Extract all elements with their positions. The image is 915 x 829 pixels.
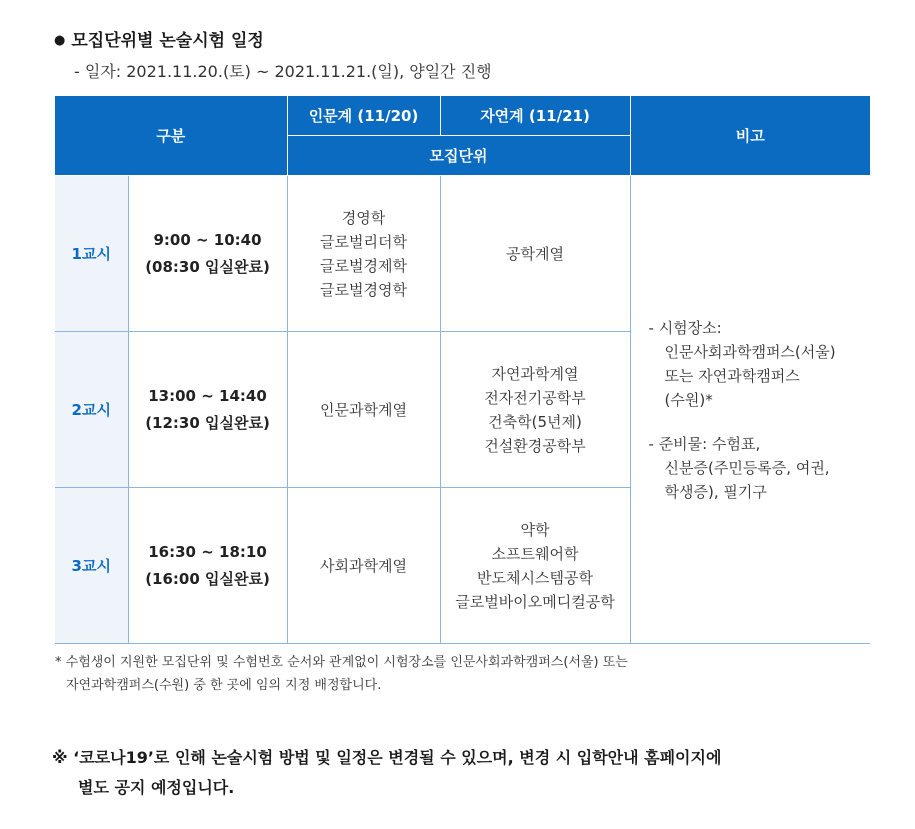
period-cell: 3교시 bbox=[55, 488, 128, 644]
unit-item: 반도체시스템공학 bbox=[477, 568, 593, 587]
header-category: 구분 bbox=[55, 96, 287, 176]
venue-label: - 시험장소: bbox=[648, 318, 722, 337]
time-cell bbox=[128, 332, 287, 488]
unit-item: 약학 bbox=[520, 520, 550, 539]
unit-item: 글로벌경제학 bbox=[320, 256, 407, 275]
science-units bbox=[440, 488, 630, 644]
footnote-line: 자연과학캠퍼스(수원) 중 한 곳에 임의 지정 배정합니다. bbox=[66, 678, 382, 694]
table-row bbox=[55, 176, 870, 332]
bullet-icon: ● bbox=[54, 33, 66, 48]
unit-item: 사회과학계열 bbox=[320, 556, 407, 575]
exam-time: 13:00 ~ 14:40 bbox=[148, 387, 267, 406]
footnote-line: * 수험생이 지원한 모집단위 및 수험번호 순서와 관계없이 시험장소를 인문사회과학캠퍼스(서울) 또는 bbox=[55, 655, 628, 670]
unit-item: 소프트웨어학 bbox=[491, 544, 579, 563]
footnote bbox=[55, 651, 628, 698]
remarks-cell bbox=[630, 176, 870, 644]
header-unit: 모집단위 bbox=[287, 136, 630, 176]
notice-line: ※ ‘코로나19’로 인해 논술시험 방법 및 일정은 변경될 수 있으며, 변경 시 입학안내 홈페이지에 bbox=[52, 748, 722, 767]
period-cell: 1교시 bbox=[55, 176, 128, 332]
venue-note bbox=[649, 316, 871, 412]
humanities-units bbox=[287, 488, 440, 644]
header-remarks: 비고 bbox=[630, 96, 870, 176]
venue-line: 또는 자연과학캠퍼스 bbox=[664, 366, 800, 385]
covid-notice bbox=[52, 743, 721, 802]
humanities-units bbox=[287, 176, 440, 332]
items-line: 학생증), 필기구 bbox=[664, 482, 767, 501]
exam-time: 16:30 ~ 18:10 bbox=[148, 543, 267, 562]
section-title-text: 모집단위별 논술시험 일정 bbox=[71, 31, 264, 51]
unit-item: 공학계열 bbox=[506, 244, 564, 263]
checkin-time: (08:30 입실완료) bbox=[145, 257, 270, 276]
unit-item: 글로벌경영학 bbox=[320, 280, 407, 299]
checkin-time: (12:30 입실완료) bbox=[145, 413, 270, 432]
humanities-units bbox=[287, 332, 440, 488]
time-cell bbox=[128, 488, 287, 644]
schedule-table bbox=[55, 95, 870, 644]
table-header-row bbox=[55, 96, 870, 136]
science-units bbox=[440, 176, 630, 332]
time-cell bbox=[128, 176, 287, 332]
unit-item: 경영학 bbox=[341, 208, 386, 227]
period-cell: 2교시 bbox=[55, 332, 128, 488]
header-science: 자연계 (11/21) bbox=[440, 96, 630, 136]
unit-item: 글로벌리더학 bbox=[320, 232, 407, 251]
schedule-date: - 일자: 2021.11.20.(토) ~ 2021.11.21.(일), 양일간 진행 bbox=[74, 62, 492, 81]
notice-line: 별도 공지 예정입니다. bbox=[78, 777, 235, 797]
items-line: 신분증(주민등록증, 여권, bbox=[664, 458, 830, 477]
unit-item: 인문과학계열 bbox=[320, 400, 407, 419]
header-humanities: 인문계 (11/20) bbox=[287, 96, 440, 136]
unit-item: 건설환경공학부 bbox=[484, 436, 586, 455]
unit-item: 전자전기공학부 bbox=[484, 388, 586, 407]
science-units bbox=[440, 332, 630, 488]
unit-item: 글로벌바이오메디컬공학 bbox=[455, 592, 615, 611]
items-label: - 준비물: 수험표, bbox=[648, 434, 761, 453]
section-title bbox=[54, 26, 264, 51]
checkin-time: (16:00 입실완료) bbox=[145, 569, 270, 588]
venue-line: (수원)* bbox=[664, 390, 713, 409]
items-note bbox=[649, 432, 871, 504]
exam-time: 9:00 ~ 10:40 bbox=[153, 231, 262, 250]
unit-item: 자연과학계열 bbox=[491, 364, 579, 383]
venue-line: 인문사회과학캠퍼스(서울) bbox=[664, 342, 836, 361]
unit-item: 건축학(5년제) bbox=[488, 412, 582, 431]
